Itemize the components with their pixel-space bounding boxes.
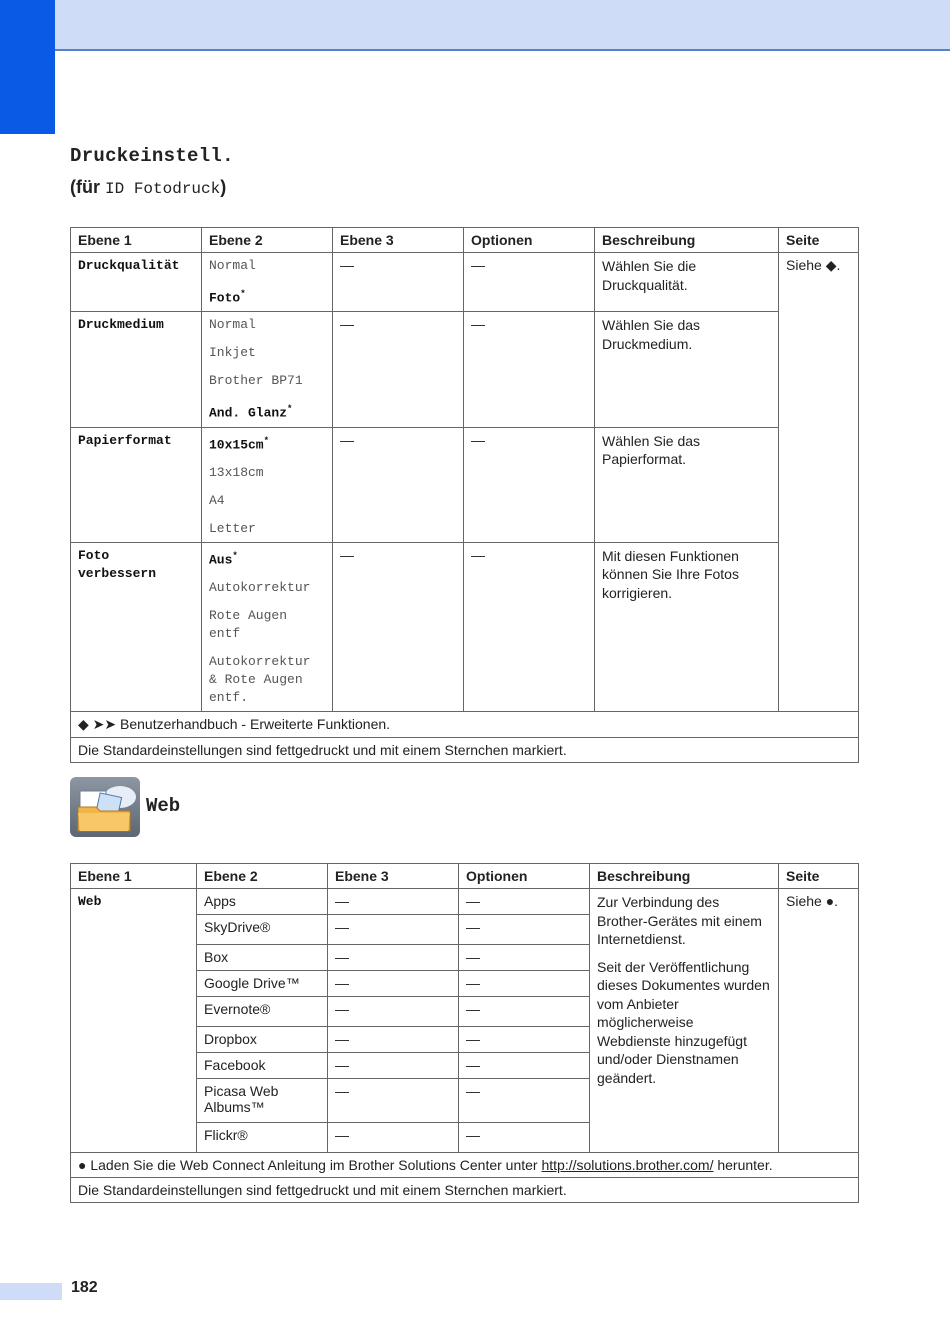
level3-cell: — (328, 1123, 459, 1153)
note-row (71, 712, 859, 738)
level3-cell: — (328, 1053, 459, 1079)
col-header: Ebene 3 (328, 864, 459, 889)
level1-label: Druckqualität (78, 258, 180, 273)
level3-cell: — (333, 542, 464, 711)
service-name: Facebook (197, 1053, 328, 1079)
option-value: Normal (209, 258, 256, 273)
service-name: Apps (197, 889, 328, 915)
level3-cell: — (328, 915, 459, 945)
table-header-row (71, 864, 859, 889)
optionen-cell: — (459, 889, 590, 915)
option-value-default: And. Glanz* (209, 404, 293, 421)
option-value: Rote Augen entf (209, 608, 288, 642)
service-name: Evernote® (197, 997, 328, 1027)
optionen-cell: — (459, 915, 590, 945)
option-value: Letter (209, 520, 256, 536)
col-header: Beschreibung (595, 228, 779, 253)
option-value-default: Foto* (209, 289, 246, 306)
option-value-default: 10x15cm* (209, 435, 270, 452)
col-header: Ebene 1 (71, 228, 202, 253)
level3-cell: — (333, 312, 464, 427)
optionen-cell: — (464, 427, 595, 542)
level1-label: Foto verbessern (78, 547, 157, 581)
table-row (71, 889, 859, 915)
note-row (71, 1178, 859, 1203)
section-subtitle (70, 177, 226, 198)
reference-note: ◆ ➤➤ Benutzerhandbuch - Erweiterte Funktionen. (71, 712, 859, 738)
optionen-cell: — (464, 542, 595, 711)
option-value: A4 (209, 492, 225, 508)
chapter-tab (0, 0, 55, 134)
page-ref-cell: Siehe ●. (779, 889, 859, 1153)
col-header: Seite (779, 864, 859, 889)
description-cell (590, 889, 779, 1153)
option-value: Brother BP71 (209, 373, 303, 389)
optionen-cell: — (464, 312, 595, 427)
note-text: herunter. (717, 1157, 773, 1173)
optionen-cell: — (459, 1123, 590, 1153)
subtitle-prefix: (für (70, 177, 100, 197)
option-value: Inkjet (209, 345, 256, 361)
default-note: Die Standardeinstellungen sind fettgedruckt und mit einem Sternchen markiert. (71, 1178, 859, 1203)
subtitle-mono: ID Fotodruck (105, 180, 221, 198)
level3-cell: — (328, 971, 459, 997)
description-text: Seit der Veröffentlichung dieses Dokumentes wurden vom Anbieter möglicherweise Webdienste hinzugefügt und/oder Dienstnamen geändert. (597, 958, 770, 1086)
page-number-bar (0, 1283, 62, 1300)
optionen-cell: — (459, 1053, 590, 1079)
col-header: Optionen (459, 864, 590, 889)
solutions-center-link[interactable]: http://solutions.brother.com/ (541, 1157, 714, 1173)
table-row (71, 427, 859, 542)
service-name: Picasa Web Albums™ (197, 1079, 328, 1123)
col-header: Ebene 1 (71, 864, 197, 889)
level3-cell: — (328, 945, 459, 971)
optionen-cell: — (459, 1027, 590, 1053)
service-name: Google Drive™ (197, 971, 328, 997)
optionen-cell: — (459, 1079, 590, 1123)
level3-cell: — (328, 889, 459, 915)
level3-cell: — (328, 1079, 459, 1123)
page-ref-cell: Siehe ◆. (779, 253, 859, 712)
option-value: Autokorrektur & Rote Augen entf. (209, 654, 311, 706)
service-name: Box (197, 945, 328, 971)
option-value: 13x18cm (209, 464, 264, 480)
service-name: Flickr® (197, 1123, 328, 1153)
web-folder-cloud-icon (70, 777, 140, 837)
table-row (71, 312, 859, 427)
option-value: Autokorrektur (209, 580, 311, 596)
web-section-title: Web (146, 795, 181, 817)
level1-label: Druckmedium (78, 317, 164, 333)
optionen-cell: — (464, 253, 595, 312)
option-value-default: Aus* (209, 550, 238, 568)
col-header: Optionen (464, 228, 595, 253)
col-header: Seite (779, 228, 859, 253)
note-text: ● Laden Sie die Web Connect Anleitung im Brother Solutions Center unter (78, 1157, 538, 1173)
table-row (71, 542, 859, 711)
col-header: Ebene 2 (197, 864, 328, 889)
level1-label: Papierformat (78, 432, 172, 448)
option-value: Normal (209, 317, 256, 333)
description-cell: Mit diesen Funktionen können Sie Ihre Fotos korrigieren. (595, 542, 779, 711)
web-settings-table (70, 863, 859, 1203)
description-cell: Wählen Sie das Druckmedium. (595, 312, 779, 427)
service-name: SkyDrive® (197, 915, 328, 945)
page-number: 182 (71, 1279, 98, 1296)
optionen-cell: — (459, 971, 590, 997)
table-row (71, 253, 859, 312)
col-header: Beschreibung (590, 864, 779, 889)
description-text: Zur Verbindung des Brother-Gerätes mit einem Internetdienst. (597, 894, 762, 947)
note-row (71, 1153, 859, 1178)
header-bar (0, 0, 950, 51)
default-note: Die Standardeinstellungen sind fettgedruckt und mit einem Sternchen markiert. (71, 738, 859, 763)
service-name: Dropbox (197, 1027, 328, 1053)
description-cell: Wählen Sie die Druckqualität. (595, 253, 779, 312)
optionen-cell: — (459, 997, 590, 1027)
section-title: Druckeinstell. (70, 145, 234, 167)
level3-cell: — (328, 1027, 459, 1053)
note-row (71, 738, 859, 763)
level3-cell: — (333, 427, 464, 542)
level1-label: Web (78, 894, 102, 909)
optionen-cell: — (459, 945, 590, 971)
level3-cell: — (333, 253, 464, 312)
subtitle-suffix: ) (220, 177, 227, 197)
col-header: Ebene 3 (333, 228, 464, 253)
col-header: Ebene 2 (202, 228, 333, 253)
description-cell: Wählen Sie das Papierformat. (595, 427, 779, 542)
web-connect-note (71, 1153, 859, 1178)
print-settings-table (70, 227, 859, 763)
table-header-row (71, 228, 859, 253)
level3-cell: — (328, 997, 459, 1027)
